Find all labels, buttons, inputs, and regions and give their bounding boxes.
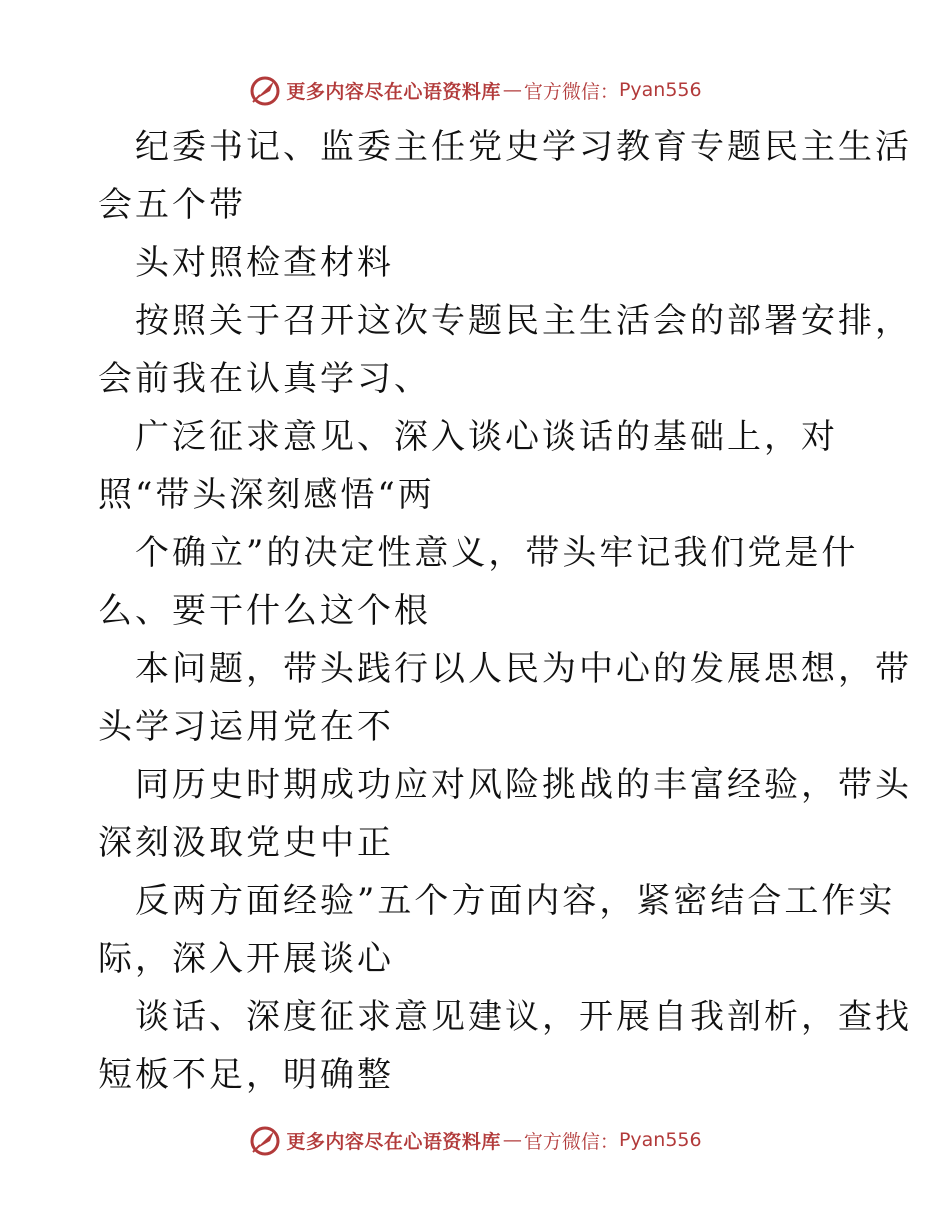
text-line: 同历史时期成功应对风险挑战的丰富经验，带头: [135, 765, 912, 805]
text-line: 本问题，带头践行以人民为中心的发展思想，带: [135, 649, 912, 689]
text-line: 会前我在认真学习、: [98, 359, 431, 399]
text-line: 纪委书记、监委主任党史学习教育专题民主生活: [135, 127, 912, 167]
text-line: 按照关于召开这次专题民主生活会的部署安排，: [135, 301, 912, 341]
text-line: 际，深入开展谈心: [98, 939, 394, 979]
quill-logo-icon: [248, 73, 282, 107]
quill-logo-icon: [248, 1123, 282, 1157]
text-line: 反两方面经验”五个方面内容，紧密结合工作实: [135, 881, 896, 921]
text-line: 会五个带: [98, 185, 246, 225]
text-line: 头对照检查材料: [135, 243, 394, 283]
footer-separator: —: [502, 1129, 522, 1151]
text-line: 广泛征求意见、深入谈心谈话的基础上，对: [135, 417, 838, 457]
text-line: 么、要干什么这个根: [98, 591, 431, 631]
text-line: 照“带头深刻感悟“两: [98, 475, 435, 515]
text-line: 个确立”的决定性意义，带头牢记我们党是什: [135, 533, 859, 573]
header-wechat-id: Pyan556: [618, 79, 702, 101]
text-line: 短板不足，明确整: [98, 1055, 394, 1095]
header-wechat-label: 官方微信：: [523, 80, 619, 103]
document-body: [98, 118, 912, 1104]
footer-wechat-label: 官方微信：: [523, 1130, 619, 1153]
footer-watermark: [0, 1120, 950, 1160]
header-brand-text: 更多内容尽在心语资料库: [286, 80, 501, 103]
header-separator: —: [502, 79, 522, 101]
text-line: 头学习运用党在不: [98, 707, 394, 747]
footer-wechat-id: Pyan556: [618, 1129, 702, 1151]
footer-brand-text: 更多内容尽在心语资料库: [286, 1130, 501, 1153]
text-line: 谈话、深度征求意见建议，开展自我剖析，查找: [135, 997, 912, 1037]
header-watermark: [0, 70, 950, 110]
text-line: 深刻汲取党史中正: [98, 823, 394, 863]
